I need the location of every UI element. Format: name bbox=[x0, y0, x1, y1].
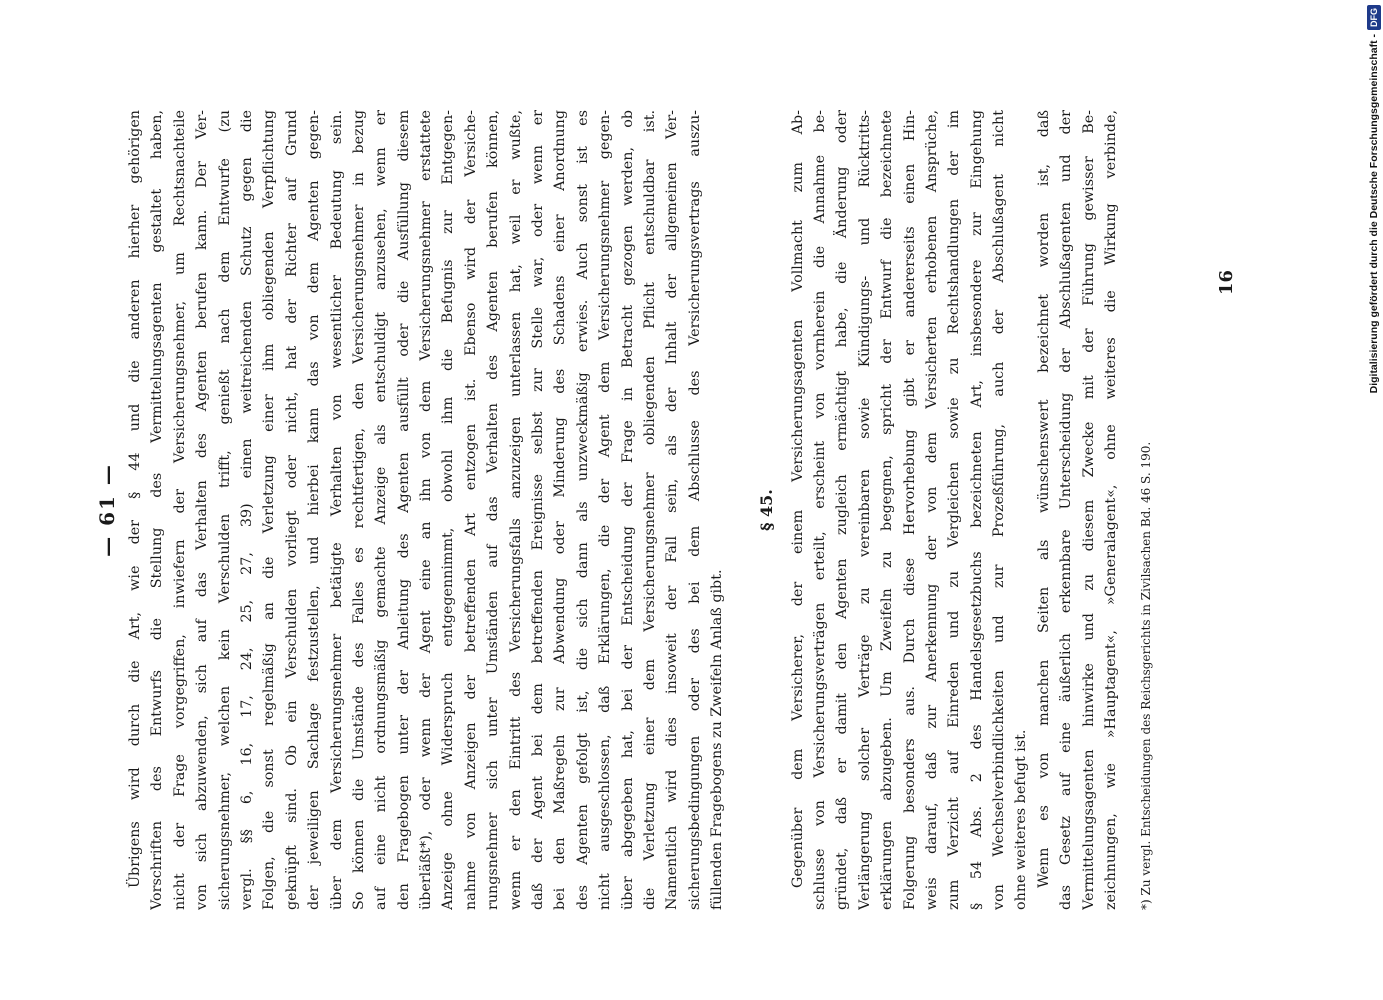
digitisation-text: Digitalisierung gefördert durch die Deutsche Forschungsgemeinschaft - bbox=[1368, 34, 1380, 394]
text-line: Vorschriften des Entwurfs die Stellung des Vermittelungsagenten gestaltet haben, bbox=[149, 110, 166, 910]
text-line: nicht ausgeschlossen, daß Erklärungen, die der Agent dem Versicherungsnehmer gegen- bbox=[597, 110, 614, 910]
text-line: sicherungsnehmer, welchen kein Verschulden trifft, genießt nach dem Entwurfe (zu bbox=[216, 110, 233, 910]
rotated-text-block bbox=[90, 110, 1270, 910]
text-line: von Wechselverbindlichkeiten und zur Prozeßführung, auch der Abschlußagent nicht bbox=[991, 110, 1008, 910]
text-line: § 54 Abs. 2 des Handelsgesetzbuchs bezeichneten Art, insbesondere zur Eingehung bbox=[968, 110, 985, 910]
dfg-logo: DFG bbox=[1367, 5, 1381, 30]
text-line: gründet, daß er damit den Agenten zugleich ermächtigt habe, die Änderung oder bbox=[834, 110, 851, 910]
text-line: den Fragebogen unter der Anleitung des Agenten ausfüllt oder die Ausfüllung diesem bbox=[395, 110, 412, 910]
text-line: vergl. §§ 6, 16, 17, 24, 25, 27, 39) einen weitreichenden Schutz gegen die bbox=[238, 110, 255, 910]
text-line: Verlängerung solcher Verträge zu vereinbaren sowie Kündigungs- und Rücktritts- bbox=[856, 110, 873, 910]
text-line: daß der Agent bei dem betreffenden Ereignisse selbst zur Stelle war, oder wenn er bbox=[530, 110, 547, 910]
text-line: Gegenüber dem Versicherer, der einem Versicherungsagenten Vollmacht zum Ab- bbox=[789, 110, 806, 888]
text-line: Anzeige ohne Widerspruch entgegennimmt, obwohl ihm die Befugnis zur Entgegen- bbox=[440, 110, 457, 910]
footnote-separator bbox=[1122, 110, 1134, 910]
text-line: des Agenten gefolgt ist, die sich dann als unzweckmäßig erwies. Auch sonst ist es bbox=[574, 110, 591, 910]
paragraph-1 bbox=[124, 110, 729, 910]
text-line: geknüpft sind. Ob ein Verschulden vorliegt oder nicht, hat der Richter auf Grund bbox=[283, 110, 300, 910]
text-line: Namentlich wird dies insoweit der Fall sein, als der Inhalt der allgemeinen Ver- bbox=[664, 110, 681, 910]
text-line: erklärungen abzugeben. Um Zweifeln zu begegnen, spricht der Entwurf die bezeichnete bbox=[879, 110, 896, 910]
text-line: nicht der Frage vorgegriffen, inwiefern der Versicherungsnehmer, um Rechtsnachteile bbox=[171, 110, 188, 910]
text-line: das Gesetz auf eine äußerlich erkennbare Unterscheidung der Abschlußagenten und der bbox=[1058, 110, 1075, 910]
text-line: bei den Maßregeln zur Abwendung oder Minderung des Schadens einer Anordnung bbox=[552, 110, 569, 910]
text-line: Folgen, die sonst regelmäßig an die Verletzung einer ihm obliegenden Verpflichtung bbox=[261, 110, 278, 910]
section-heading: § 45. bbox=[756, 489, 776, 531]
text-line: zeichnungen, wie »Hauptagent«, »Generalagent«, ohne weiteres die Wirkung verbinde, bbox=[1103, 110, 1120, 910]
page-header: — 61 — bbox=[95, 463, 119, 557]
paragraph-3 bbox=[1033, 110, 1123, 910]
text-line: Vermittelungsagenten hinwirke und zu diesem Zwecke mit der Führung gewisser Be- bbox=[1080, 110, 1097, 910]
paragraph-2 bbox=[787, 110, 1033, 910]
text-line: füllenden Fragebogens zu Zweifeln Anlaß gibt. bbox=[709, 569, 726, 910]
text-line: So können die Umstände des Falles es rechtfertigen, den Versicherungsnehmer in bezug bbox=[350, 110, 367, 910]
text-line: schlusse von Versicherungsverträgen erteilt, erscheint von vornherein die Annahme be- bbox=[811, 110, 828, 910]
text-line: Folgerung besonders aus. Durch diese Hervorhebung gibt er andererseits einen Hin- bbox=[901, 110, 918, 910]
text-line: über abgegeben hat, bei der Entscheidung der Frage in Betracht gezogen werden, ob bbox=[619, 110, 636, 910]
text-line: Übrigens wird durch die Art, wie der § 44 und die anderen hierher gehörigen bbox=[127, 110, 143, 888]
text-line: Wenn es von manchen Seiten als wünschenswert bezeichnet worden ist, daß bbox=[1035, 110, 1052, 888]
signature-number: 16 bbox=[1216, 270, 1237, 296]
text-line: über dem Versicherungsnehmer betätigte Verhalten von wesentlicher Bedeutung sein. bbox=[328, 110, 345, 910]
footnote: *) Zu vergl. Entscheidungen des Reichsgerichts in Zivilsachen Bd. 46 S. 190. bbox=[1139, 441, 1154, 910]
text-line: wenn er den Eintritt des Versicherungsfalls anzuzeigen unterlassen hat, weil er wußte, bbox=[507, 110, 524, 910]
text-line: ohne weiteres befugt ist. bbox=[1013, 729, 1030, 910]
text-line: überläßt*), oder wenn der Agent eine an ihn von dem Versicherungsnehmer erstattete bbox=[418, 110, 435, 910]
digitisation-note bbox=[1364, 5, 1383, 995]
text-line: nahme von Anzeigen der betreffenden Art entzogen ist. Ebenso wird der Versiche- bbox=[462, 110, 479, 910]
text-line: der jeweiligen Sachlage festzustellen, und hierbei kann das von dem Agenten gegen- bbox=[306, 110, 323, 910]
text-line: von sich abzuwenden, sich auf das Verhalten des Agenten berufen kann. Der Ver- bbox=[194, 110, 211, 910]
text-line: sicherungsbedingungen oder des bei dem Abschlusse des Versicherungsvertrags auszu- bbox=[686, 110, 703, 910]
text-line: rungsnehmer sich unter Umständen auf das Verhalten des Agenten berufen können, bbox=[485, 110, 502, 910]
text-line: zum Verzicht auf Einreden und zu Vergleichen sowie zu Rechtshandlungen der im bbox=[946, 110, 963, 910]
text-line: auf eine nicht ordnungsmäßig gemachte Anzeige als entschuldigt anzusehen, wenn er bbox=[373, 110, 390, 910]
printer-signature bbox=[1216, 110, 1244, 910]
text-line: weis darauf, daß zur Anerkennung der von dem Versicherten erhobenen Ansprüche, bbox=[923, 110, 940, 910]
text-line: die Verletzung einer dem Versicherungsnehmer obliegenden Pflicht entschuldbar ist. bbox=[641, 110, 658, 910]
